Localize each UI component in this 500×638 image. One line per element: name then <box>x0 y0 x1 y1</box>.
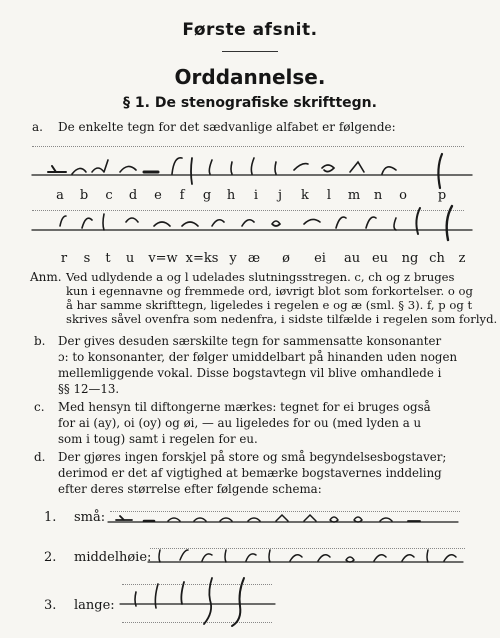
para-c-line: som i toug) samt i regelen for eu. <box>58 432 258 446</box>
sign-f <box>172 158 182 174</box>
page-title: Orddannelse. <box>174 65 326 89</box>
shorthand-middle-signs <box>148 546 468 568</box>
schema-label: lange: <box>74 598 115 613</box>
alphabet-letter: k <box>301 188 309 203</box>
alphabet-letter: t <box>105 251 111 266</box>
schema-label: små: <box>74 510 106 525</box>
para-b-line: Der gives desuden særskilte tegn for sammensatte konsonanter <box>58 334 442 348</box>
sign-m <box>322 165 334 172</box>
para-d-marker: d. <box>34 450 46 464</box>
shorthand-long-signs <box>120 572 280 632</box>
alphabet-letter: n <box>373 188 383 203</box>
sign-r <box>60 216 66 226</box>
alphabet-letter: d <box>128 188 138 203</box>
alphabet-letter: s <box>83 251 91 266</box>
sign-a <box>48 166 66 172</box>
para-c-line: for ai (ay), oi (oy) og øi, — au ligeledes for ou (med lyden a u <box>58 416 422 430</box>
sign-z <box>447 206 452 240</box>
alphabet-letter: h <box>226 188 236 203</box>
alphabet-letter: g <box>202 188 212 203</box>
sign-y <box>212 220 224 226</box>
anm-line: skrives såvel ovenfra som nedenfra, i sidste tilfælde i regelen som forlyd. <box>66 312 498 326</box>
sign-ei <box>304 219 320 224</box>
sign-p <box>438 154 442 188</box>
para-c-marker: c. <box>34 400 45 414</box>
sign-au <box>336 217 346 228</box>
para-b-line: mellemliggende vokal. Disse bogstavtegn vil blive omhandlede i <box>58 366 442 380</box>
alphabet-letter: ng <box>401 251 419 266</box>
para-b-line: §§ 12—13. <box>58 382 120 396</box>
para-a-marker: a. <box>32 120 43 134</box>
para-b-marker: b. <box>34 334 46 348</box>
sign-ae <box>242 220 254 226</box>
sign-j <box>251 158 254 174</box>
schema-number: 3. <box>44 598 57 613</box>
sign-t <box>103 214 104 230</box>
alphabet-letter: j <box>277 188 283 203</box>
anm-label: Anm. <box>30 270 62 284</box>
alphabet-letter: ch <box>429 251 445 266</box>
section-title: § 1. De stenografiske skrifttegn. <box>123 95 377 111</box>
alphabet-letter: v=w <box>148 251 178 266</box>
sign-d <box>120 166 136 172</box>
alphabet-letter: ø <box>282 251 290 266</box>
shorthand-small-signs <box>108 508 468 528</box>
sign-xks <box>182 222 198 226</box>
sign-k <box>275 162 276 174</box>
para-b-line: ɔ: to konsonanter, der følger umiddelbart på hinanden uden nogen <box>58 350 458 364</box>
alphabet-letter: p <box>437 188 447 203</box>
alphabet-letter: o <box>399 188 407 203</box>
alphabet-letter: m <box>347 188 361 203</box>
sign-ng <box>394 218 396 230</box>
para-d-line: Der gjøres ingen forskjel på store og små begyndelsesbogstaver; <box>58 450 447 464</box>
alphabet-letter: l <box>326 188 332 203</box>
sign-s <box>82 218 92 228</box>
sign-o <box>382 167 396 174</box>
alphabet-row2 <box>32 251 472 267</box>
sign-u <box>126 218 138 222</box>
alphabet-letter: f <box>179 188 185 203</box>
alphabet-letter: x=ks <box>185 251 219 266</box>
alphabet-letter: eu <box>371 251 389 266</box>
alphabet-letter: e <box>154 188 162 203</box>
shorthand-alphabet-row1 <box>32 148 472 188</box>
para-d-line: efter deres størrelse efter følgende schema: <box>58 482 322 496</box>
alphabet-letter: y <box>229 251 237 266</box>
alphabet-letter: b <box>79 188 89 203</box>
sign-oe <box>272 221 280 226</box>
anm-line: kun i egennavne og fremmede ord, iøvrigt blot som forkortelser. o og <box>66 284 473 298</box>
shorthand-alphabet-row2 <box>32 200 472 240</box>
alphabet-letter: a <box>56 188 64 203</box>
para-c-line: Med hensyn til diftongerne mærkes: tegnet for ei bruges også <box>58 400 431 414</box>
chapter-heading: Første afsnit. <box>182 20 318 40</box>
alphabet-letter: c <box>105 188 113 203</box>
alphabet-letter: r <box>60 251 68 266</box>
para-a-text: De enkelte tegn for det sædvanlige alfabet er følgende: <box>58 120 396 134</box>
alphabet-letter: i <box>253 188 259 203</box>
para-d-line: derimod er det af vigtighed at bemærke bogstavernes inddeling <box>58 466 442 480</box>
alphabet-letter: u <box>125 251 135 266</box>
sign-h <box>209 160 212 174</box>
schema-label: middelhøie: <box>74 550 152 565</box>
sign-i <box>231 162 232 174</box>
sign-l <box>294 164 308 170</box>
sign-eu <box>366 217 376 228</box>
sign-vw <box>154 222 170 226</box>
sign-n <box>350 162 364 172</box>
schema-number: 2. <box>44 550 57 565</box>
alphabet-letter: æ <box>247 251 261 266</box>
anm-line: å har samme skrifttegn, ligeledes i regelen e og æ (sml. § 3). f, p og t <box>66 298 473 312</box>
anm-line: Ved udlydende a og l udelades slutningsstregen. c, ch og z bruges <box>66 270 455 284</box>
alphabet-letter: ei <box>314 251 326 266</box>
schema-number: 1. <box>44 510 57 525</box>
alphabet-letter: z <box>458 251 466 266</box>
sign-c <box>92 160 108 172</box>
sign-b <box>72 168 86 174</box>
heading-rule <box>222 51 278 52</box>
alphabet-letter: au <box>343 251 361 266</box>
sign-g <box>191 158 192 184</box>
